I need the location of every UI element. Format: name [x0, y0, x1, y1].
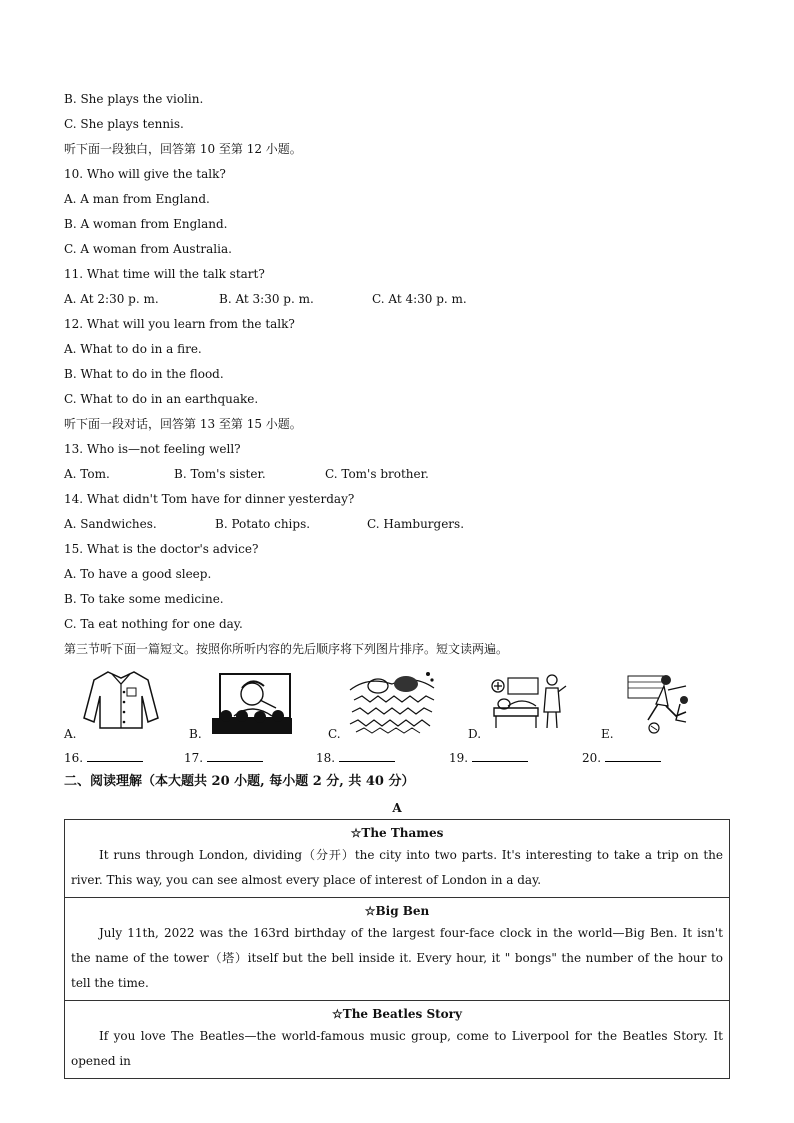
blank-line: [339, 750, 395, 762]
picture-a-shirt: [82, 668, 160, 730]
answer-blank-19[interactable]: [449, 750, 528, 766]
option-c: C. Hamburgers.: [367, 517, 465, 531]
option-b: B. Tom's sister.: [174, 467, 266, 481]
passage-body: It runs through London, dividing（分开）the city into two parts. It's interesting to take a trip on the river. This way, you can see almost every place of interest of London in a day.: [71, 848, 723, 887]
blank-line: [472, 750, 528, 762]
options-row-14: [64, 516, 730, 532]
picture-c-crowd: [348, 670, 436, 736]
section-instruction: 听下面一段独白，回答第 10 至第 12 小题。: [64, 142, 302, 156]
passage-body: If you love The Beatles—the world-famous music group, come to Liverpool for the Beatles Story. It opened in: [71, 1029, 723, 1068]
option-line: C. Ta eat nothing for one day.: [64, 617, 243, 631]
option-a: A. Tom.: [64, 467, 110, 481]
question-12: 12. What will you learn from the talk?: [64, 317, 295, 331]
part-label: A: [392, 801, 402, 815]
passage-table: [64, 819, 730, 1079]
option-line: C. A woman from Australia.: [64, 242, 232, 256]
blank-number: 18.: [316, 751, 336, 765]
question-15: 15. What is the doctor's advice?: [64, 542, 259, 556]
picture-label-c: C.: [328, 727, 341, 741]
option-line: C. What to do in an earthquake.: [64, 392, 259, 406]
section-heading: 二、阅读理解（本大题共 20 小题, 每小题 2 分, 共 40 分）: [64, 774, 415, 789]
option-line: A. A man from England.: [64, 192, 210, 206]
question-11: 11. What time will the talk start?: [64, 267, 265, 281]
picture-b-watching-tv: [212, 672, 292, 736]
section-instruction: 听下面一段对话，回答第 13 至第 15 小题。: [64, 417, 302, 431]
passage-body: July 11th, 2022 was the 163rd birthday of the largest four-face clock in the world—Big Ben. It isn't the name of the tower（塔）itself but the bell inside it. Every hour, it " bongs" the number of the hour to tell the time.: [71, 926, 723, 990]
option-a: A. At 2:30 p. m.: [64, 292, 159, 306]
passage-cell: [65, 898, 730, 1001]
blank-line: [605, 750, 661, 762]
option-b: B. Potato chips.: [215, 517, 311, 531]
option-line: A. What to do in a fire.: [64, 342, 202, 356]
picture-label-b: B.: [189, 727, 202, 741]
option-line: C. She plays tennis.: [64, 117, 184, 131]
passage-title: ☆The Thames: [350, 826, 444, 840]
options-row-13: [64, 466, 730, 482]
question-13: 13. Who is—not feeling well?: [64, 442, 241, 456]
option-a: A. Sandwiches.: [64, 517, 157, 531]
passage-cell: [65, 820, 730, 898]
section-instruction: 第三节听下面一篇短文。按照你所听内容的先后顺序将下列图片排序。短文读两遍。: [64, 642, 509, 656]
option-b: B. At 3:30 p. m.: [219, 292, 314, 306]
blank-number: 17.: [184, 751, 204, 765]
answer-blank-20[interactable]: [582, 750, 661, 766]
blank-number: 20.: [582, 751, 602, 765]
picture-e-football: [626, 670, 698, 736]
passage-cell: [65, 1001, 730, 1079]
picture-label-d: D.: [468, 727, 482, 741]
blank-number: 19.: [449, 751, 469, 765]
option-line: A. To have a good sleep.: [64, 567, 212, 581]
passage-title: ☆Big Ben: [364, 904, 430, 918]
option-c: C. At 4:30 p. m.: [372, 292, 467, 306]
option-line: B. To take some medicine.: [64, 592, 224, 606]
question-10: 10. Who will give the talk?: [64, 167, 226, 181]
question-14: 14. What didn't Tom have for dinner yesterday?: [64, 492, 355, 506]
option-line: B. What to do in the flood.: [64, 367, 224, 381]
option-line: B. She plays the violin.: [64, 92, 204, 106]
option-line: B. A woman from England.: [64, 217, 228, 231]
option-c: C. Tom's brother.: [325, 467, 429, 481]
blank-number: 16.: [64, 751, 84, 765]
answer-blank-18[interactable]: [316, 750, 395, 766]
blank-line: [87, 750, 143, 762]
blank-line: [207, 750, 263, 762]
picture-d-hospital: [490, 672, 570, 732]
answer-blank-16[interactable]: [64, 750, 143, 766]
picture-label-e: E.: [601, 727, 614, 741]
picture-label-a: A.: [64, 727, 77, 741]
options-row-11: [64, 291, 730, 307]
answer-blank-17[interactable]: [184, 750, 263, 766]
passage-title: ☆The Beatles Story: [332, 1007, 462, 1021]
